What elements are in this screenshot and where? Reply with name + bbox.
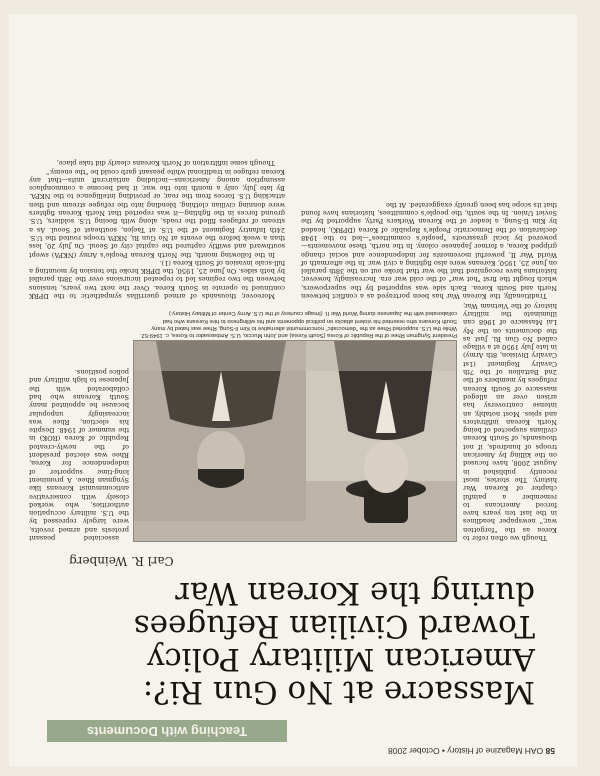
- photo-caption: President Syngman Rhee of the Republic of Korea (South Korea) and John Muccio, U.S. Ambassador to Korea, c. 1949-52. While the U.S. supported Rhee as the "democratic" noncommunist alternative to Kim Il-Sung, Rhee was hated by many South Koreans who resented his violent attacks on political opponents and his willingness to hire Koreans who had collaborated with the Japanese during World War II. (Image courtesy of the U.S. Army Center of Military History.): [139, 310, 457, 338]
- magazine-page: [9, 14, 577, 766]
- text-column-right-top: [29, 302, 129, 542]
- running-header: [31, 746, 555, 756]
- paragraph: associated peasant protests and armed revolts, were largely repressed by the U.S. military occupation authorities, who worked closely with conservative anticommunist Koreans like Syngman Rhee. A prominent long-time supporter of independence for Korea, Rhee was elected president of the newly-created Republic of Korea (ROK) in the summer of 1948. Despite his election, Rhee was increasingly unpopular because he appointed many South Koreans who had collaborated with the Japanese to high military and police positions.: [29, 368, 129, 542]
- historical-photo: [133, 340, 457, 542]
- paragraph: Traditionally, the Korean War has been portrayed as a conflict between North and South Korea. Each side was supported by the superpowers, which fought the first "hot war" of the cold war era. Increasingly, however, historians have recognized that the war that broke out on the 38th parallel on June 25, 1950, Koreans were also fighting a civil war. In the aftermath of World War II, powerful movements for independence and social change gripped Korea, a former Japanese colony. In the north, these movements—powered by local grassroots "people's committees"—led to the 1948 declaration of the Democratic People's Republic of Korea (DPRK), headed by Kim Il-Sung, a leader of the Korean Workers Party, supported by the Soviet Union. In the south, the people's committees, historians have found that its scope has been greatly exaggerated. At the: [301, 200, 557, 300]
- paragraph: Moreover, thousands of armed guerrillas sympathetic to the DPRK continued to operate in South Korea. Over the next two years, tensions between the two regimes led to repeated incursions over the 38th parallel by both sides. On June 25, 1950, the DPRK broke the tension by mounting a full-scale invasion of South Korea (1).: [29, 258, 285, 300]
- text-column-left-top: [463, 302, 557, 542]
- page-number: 58: [545, 746, 555, 756]
- paragraph: Though we often refer to Korea as the "forgotten war," newspaper headlines in the last ten years have forced Americans to remember a painful chapter of Korean War history. The stories, most recently published in August 2008, have focused on the killing by American troops of hundreds, if not thousands, of South Korean civilians suspected of being North Korean infiltrators and spies. Most notably, an intense controversy has arisen over an alleged massacre of South Korean refugees by members of the 2nd Battalion of the 7th Cavalry Regiment (1st Cavalry Division, 8th Army) in late July 1950 at a village called No Gun Ri. Just as the documents on the My Lai Massacre of 1968 can illuminate the military history of the Vietnam War,: [463, 302, 557, 542]
- text-column-right: [29, 159, 285, 300]
- article-author: Carl R. Weinberg: [69, 554, 174, 568]
- photo-illustration: [134, 341, 456, 541]
- section-banner: Teaching with Documents: [47, 720, 287, 742]
- paragraph: Though some infiltration of North Koreans clearly did take place,: [56, 159, 275, 168]
- text-column-left: [301, 200, 557, 300]
- article-title: Massacre at No Gun Ri?: American Military Policy Toward Civilian Refugees during the Korean War: [133, 575, 535, 710]
- paragraph: In the following month, the North Korean People's Army (NKPA) swept southward and swiftly captured the capital city of Seoul. On July 20, less than a week before the events at No Gun Ri, NKPA troops routed the U.S. 24th Infantry Regiment of the U.S. at Taejon, southeast of Seoul. As a stream of refugees filled the roads, along with fleeing U.S. soldiers, U.S. ground forces in the fighting—it was reported that North Korean fighters were donning civilian clothing, blending into the refugee stream and then attacking U.S. forces from the rear, or providing intelligence to the NKPA. By late July, only a month into the war, it had become a commonplace assumption among Americans—including antiaircraft units—that any Korean refugee in traditional white peasant garb could be "the enemy.": [29, 167, 285, 259]
- magazine-name: OAH Magazine of History • October 2008: [388, 746, 544, 756]
